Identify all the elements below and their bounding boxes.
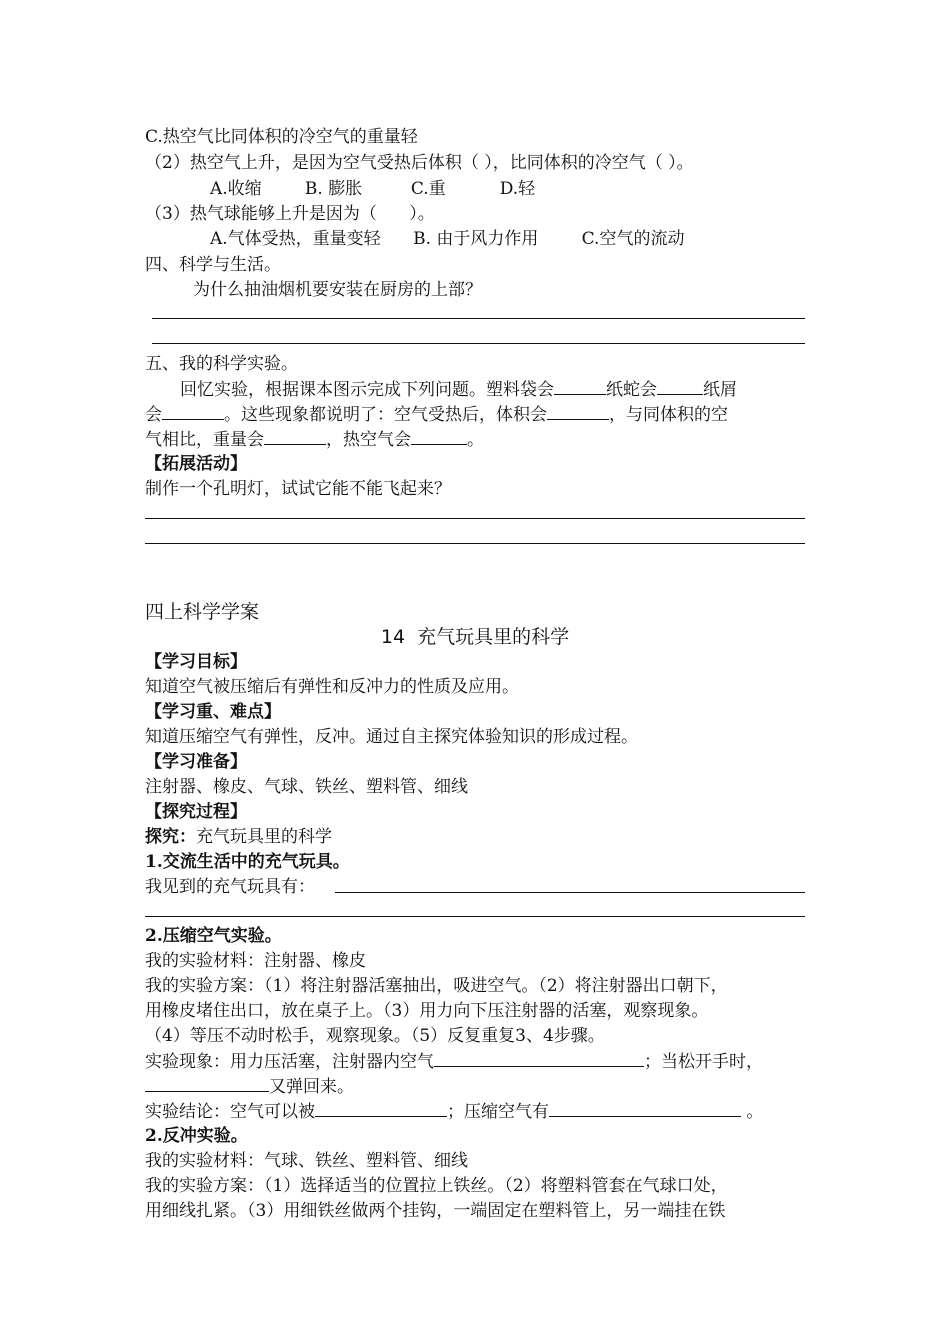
lesson-title: 14 充气玩具里的科学 (380, 626, 570, 648)
observation-text: 实验现象：用力压活塞，注射器内空气 (145, 1052, 434, 1072)
fill-blank[interactable] (411, 428, 467, 445)
section-5-text: 会 (145, 405, 162, 425)
fill-blank[interactable] (547, 403, 609, 420)
fill-blank[interactable] (315, 1100, 447, 1117)
section-5-text: 。这些现象都说明了：空气受热后，体积会 (224, 405, 547, 425)
question-3: （3）热气球能够上升是因为（ ）。 (145, 204, 435, 224)
section-5-text: 气相比，重量会 (145, 430, 264, 450)
step-2-conclusion (145, 1100, 763, 1123)
section-5-text: ，与同体积的空 (609, 405, 728, 425)
explore-text: 充气玩具里的科学 (196, 827, 332, 847)
section-5-text: 纸蛇会 (606, 380, 657, 400)
section-5-text: 。 (467, 430, 484, 450)
preparation-heading: 【学习准备】 (145, 752, 247, 772)
process-heading: 【探究过程】 (145, 802, 247, 822)
step-2-heading: 2.压缩空气实验。 (145, 926, 282, 946)
section-5-text: 纸屑 (703, 380, 737, 400)
goal-text: 知道空气被压缩后有弹性和反冲力的性质及应用。 (145, 677, 519, 697)
conclusion-text: 。 (741, 1102, 764, 1122)
answer-line[interactable] (335, 892, 805, 893)
extension-text: 制作一个孔明灯，试试它能不能飞起来？ (145, 479, 451, 499)
answer-line[interactable] (152, 318, 805, 319)
goal-heading: 【学习目标】 (145, 652, 247, 672)
fill-blank[interactable] (145, 1075, 269, 1092)
step-1-text: 我见到的充气玩具有： (145, 877, 315, 897)
step-2-materials: 我的实验材料：注射器、橡皮 (145, 951, 366, 971)
fill-blank[interactable] (657, 378, 703, 395)
section-5-text: 回忆实验，根据课本图示完成下列问题。塑料袋会 (180, 380, 554, 400)
section-5-line-2 (145, 403, 728, 426)
conclusion-text: 实验结论：空气可以被 (145, 1102, 315, 1122)
fill-blank[interactable] (549, 1100, 741, 1117)
step-2-observation-2 (145, 1075, 354, 1098)
question-3-options: A.气体受热，重量变轻 B. 由于风力作用 C.空气的流动 (210, 229, 685, 249)
step-3-plan-line-2: 用细线扎紧。（3）用细铁丝做两个挂钩，一端固定在塑料管上，另一端挂在铁 (145, 1201, 726, 1221)
answer-line[interactable] (145, 518, 805, 519)
fill-blank[interactable] (434, 1050, 644, 1067)
explore-label: 探究： (145, 827, 196, 847)
extension-heading: 【拓展活动】 (145, 454, 247, 474)
preparation-text: 注射器、橡皮、气球、铁丝、塑料管、细线 (145, 777, 468, 797)
section-4-heading: 四、科学与生活。 (145, 255, 281, 275)
step-2-plan-line-3: （4）等压不动时松手，观察现象。（5）反复重复3、4步骤。 (145, 1026, 605, 1046)
key-points-heading: 【学习重、难点】 (145, 702, 281, 722)
section-5-heading: 五、我的科学实验。 (145, 354, 298, 374)
explore-line (145, 826, 332, 848)
step-2-plan-line-2: 用橡皮堵住出口，放在桌子上。（3）用力向下压注射器的活塞，观察现象。 (145, 1001, 709, 1021)
question-2: （2）热空气上升，是因为空气受热后体积（ ），比同体积的冷空气（ ）。 (145, 153, 694, 173)
document-title: 四上科学学案 (145, 601, 260, 623)
step-2-plan-line-1: 我的实验方案：（1）将注射器活塞抽出，吸进空气。（2）将注射器出口朝下， (145, 976, 728, 996)
section-5-text: ，热空气会 (326, 430, 411, 450)
key-points-text: 知道压缩空气有弹性，反冲。通过自主探究体验知识的形成过程。 (145, 727, 638, 747)
step-3-materials: 我的实验材料：气球、铁丝、塑料管、细线 (145, 1151, 468, 1171)
conclusion-text: ；压缩空气有 (447, 1102, 549, 1122)
observation-text: 又弹回来。 (269, 1077, 354, 1097)
fill-blank[interactable] (554, 378, 606, 395)
step-1-heading: 1.交流生活中的充气玩具。 (145, 852, 350, 872)
step-3-heading: 2.反冲实验。 (145, 1126, 248, 1146)
answer-line[interactable] (152, 343, 805, 344)
observation-text: ；当松开手时， (644, 1052, 763, 1072)
fill-blank[interactable] (162, 403, 224, 420)
section-4-question: 为什么抽油烟机要安装在厨房的上部？ (193, 280, 482, 300)
q1-option-c: C.热空气比同体积的冷空气的重量轻 (145, 127, 418, 147)
fill-blank[interactable] (264, 428, 326, 445)
answer-line[interactable] (145, 543, 805, 544)
section-5-line-1 (180, 378, 737, 401)
step-3-plan-line-1: 我的实验方案：（1）选择适当的位置拉上铁丝。（2）将塑料管套在气球口处， (145, 1176, 728, 1196)
step-2-observation (145, 1050, 763, 1073)
section-5-line-3 (145, 428, 484, 451)
question-2-options: A.收缩 B. 膨胀 C.重 D.轻 (210, 179, 536, 199)
answer-line[interactable] (145, 916, 805, 917)
